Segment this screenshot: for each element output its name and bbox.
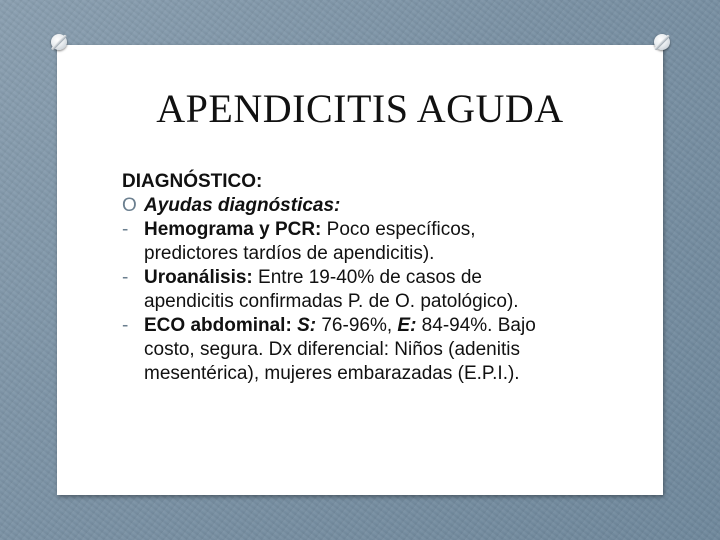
dash-bullet-icon: - bbox=[122, 315, 129, 336]
item-label: ECO abdominal: bbox=[144, 315, 292, 336]
sensitivity-label: S: bbox=[297, 315, 317, 336]
item-text: costo, segura. Dx diferencial: Niños (adenitis bbox=[144, 339, 520, 360]
specificity-value: 84-94%. Bajo bbox=[416, 315, 536, 336]
item-text: predictores tardíos de apendicitis). bbox=[144, 243, 435, 264]
circle-bullet-icon: O bbox=[122, 195, 137, 216]
item-text: mesentérica), mujeres embarazadas (E.P.I.). bbox=[144, 363, 520, 384]
sensitivity-value: 76-96%, bbox=[316, 315, 398, 336]
section-heading: DIAGNÓSTICO: bbox=[122, 171, 263, 192]
dash-bullet-icon: - bbox=[122, 267, 129, 288]
pushpin-icon bbox=[654, 34, 670, 50]
sub-bullet bbox=[122, 194, 642, 218]
item-text: Poco específicos, bbox=[321, 219, 476, 240]
item-text: apendicitis confirmadas P. de O. patológico). bbox=[144, 291, 519, 312]
item-label: Uroanálisis: bbox=[144, 267, 253, 288]
slide-title: APENDICITIS AGUDA bbox=[156, 86, 564, 131]
item-label: Hemograma y PCR: bbox=[144, 219, 322, 240]
dash-bullet-icon: - bbox=[122, 219, 129, 240]
sub-bullet-text: Ayudas diagnósticas: bbox=[144, 195, 341, 216]
list-item-eco-abdominal bbox=[122, 314, 642, 386]
specificity-label: E: bbox=[397, 315, 417, 336]
list-item-hemograma bbox=[122, 218, 642, 266]
slide-content bbox=[122, 170, 642, 386]
list-item-uroanalisis bbox=[122, 266, 642, 314]
pushpin-icon bbox=[51, 34, 67, 50]
item-text: Entre 19-40% de casos de bbox=[252, 267, 482, 288]
